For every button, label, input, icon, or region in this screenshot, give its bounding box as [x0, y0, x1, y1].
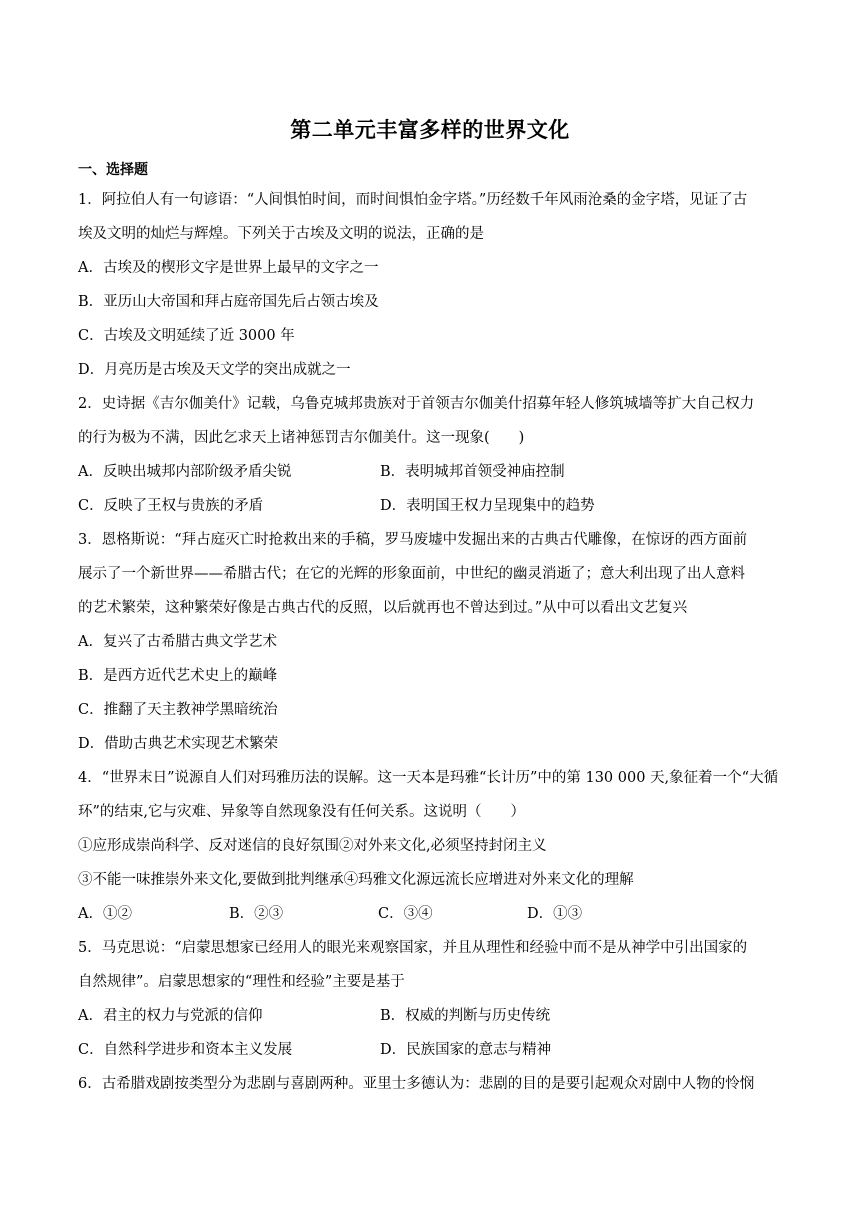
question-4-stem-line-1: 4．“世界末日”说源自人们对玛雅历法的误解。这一天本是玛雅“长计历”中的第 130 000 天,象征着一个“大循 — [78, 770, 779, 786]
question-1-option-b: B．亚历山大帝国和拜占庭帝国先后占领古埃及 — [78, 294, 379, 310]
question-3-option-a: A．复兴了古希腊古典文学艺术 — [78, 634, 277, 650]
question-2-option-b: B．表明城邦首领受神庙控制 — [380, 464, 565, 480]
question-4-option-b: B．②③ — [229, 906, 284, 922]
question-3-option-c: C．推翻了天主教神学黑暗统治 — [78, 702, 278, 718]
question-5-option-a: A．君主的权力与党派的信仰 — [78, 1008, 263, 1024]
page-title: 第二单元丰富多样的世界文化 — [290, 118, 570, 142]
question-4-stem-line-2: 环”的结束,它与灾难、异象等自然现象没有任何关系。这说明（ ） — [78, 804, 526, 820]
question-5-option-d: D．民族国家的意志与精神 — [380, 1042, 552, 1058]
question-5-stem-line-1: 5．马克思说：“启蒙思想家已经用人的眼光来观察国家，并且从理性和经验中而不是从神学中引出国家的 — [78, 940, 748, 956]
question-3-stem-line-2: 展示了一个新世界——希腊古代；在它的光辉的形象面前，中世纪的幽灵消逝了；意大利出现了出人意料 — [78, 566, 745, 582]
section-heading: 一、选择题 — [78, 162, 148, 178]
question-4-option-a: A．①② — [78, 906, 132, 922]
question-4-statement-line-1: ①应形成崇尚科学、反对迷信的良好氛围②对外来文化,必须坚持封闭主义 — [78, 838, 547, 854]
question-3-stem-line-1: 3．恩格斯说：“拜占庭灭亡时抢救出来的手稿，罗马废墟中发掘出来的古典古代雕像，在惊讶的西方面前 — [78, 532, 748, 548]
question-4-option-d: D．①③ — [527, 906, 583, 922]
question-2-option-c: C．反映了王权与贵族的矛盾 — [78, 498, 264, 514]
question-6-stem-line-1: 6．古希腊戏剧按类型分为悲剧与喜剧两种。亚里士多德认为：悲剧的目的是要引起观众对剧中人物的怜悯 — [78, 1076, 755, 1092]
question-1-option-a: A．古埃及的楔形文字是世界上最早的文字之一 — [78, 260, 379, 276]
question-5-option-b: B．权威的判断与历史传统 — [380, 1008, 551, 1024]
question-3-option-b: B．是西方近代艺术史上的巅峰 — [78, 668, 278, 684]
question-5-stem-line-2: 自然规律”。启蒙思想家的“理性和经验”主要是基于 — [78, 974, 405, 990]
question-2-option-a: A．反映出城邦内部阶级矛盾尖锐 — [78, 464, 292, 480]
question-4-option-c: C．③④ — [378, 906, 433, 922]
question-3-option-d: D．借助古典艺术实现艺术繁荣 — [78, 736, 279, 752]
question-2-option-d: D．表明国王权力呈现集中的趋势 — [380, 498, 595, 514]
question-1-option-d: D．月亮历是古埃及天文学的突出成就之一 — [78, 362, 351, 378]
question-1-option-c: C．古埃及文明延续了近 3000 年 — [78, 328, 295, 344]
question-1-stem-line-1: 1．阿拉伯人有一句谚语：“人间惧怕时间，而时间惧怕金字塔。”历经数千年风雨沧桑的金字塔，见证了古 — [78, 192, 748, 208]
question-5-option-c: C．自然科学进步和资本主义发展 — [78, 1042, 293, 1058]
question-3-stem-line-3: 的艺术繁荣，这种繁荣好像是古典古代的反照，以后就再也不曾达到过。”从中可以看出文艺复兴 — [78, 600, 688, 616]
question-2-stem-line-1: 2．史诗据《吉尔伽美什》记载，乌鲁克城邦贵族对于首领吉尔伽美什招募年轻人修筑城墙等扩大自己权力 — [78, 396, 755, 412]
question-1-stem-line-2: 埃及文明的灿烂与辉煌。下列关于古埃及文明的说法，正确的是 — [78, 226, 484, 242]
question-4-statement-line-2: ③不能一味推崇外来文化,要做到批判继承④玛雅文化源远流长应增进对外来文化的理解 — [78, 872, 634, 888]
question-2-stem-line-2: 的行为极为不满，因此乞求天上诸神惩罚吉尔伽美什。这一现象( ) — [78, 430, 525, 446]
